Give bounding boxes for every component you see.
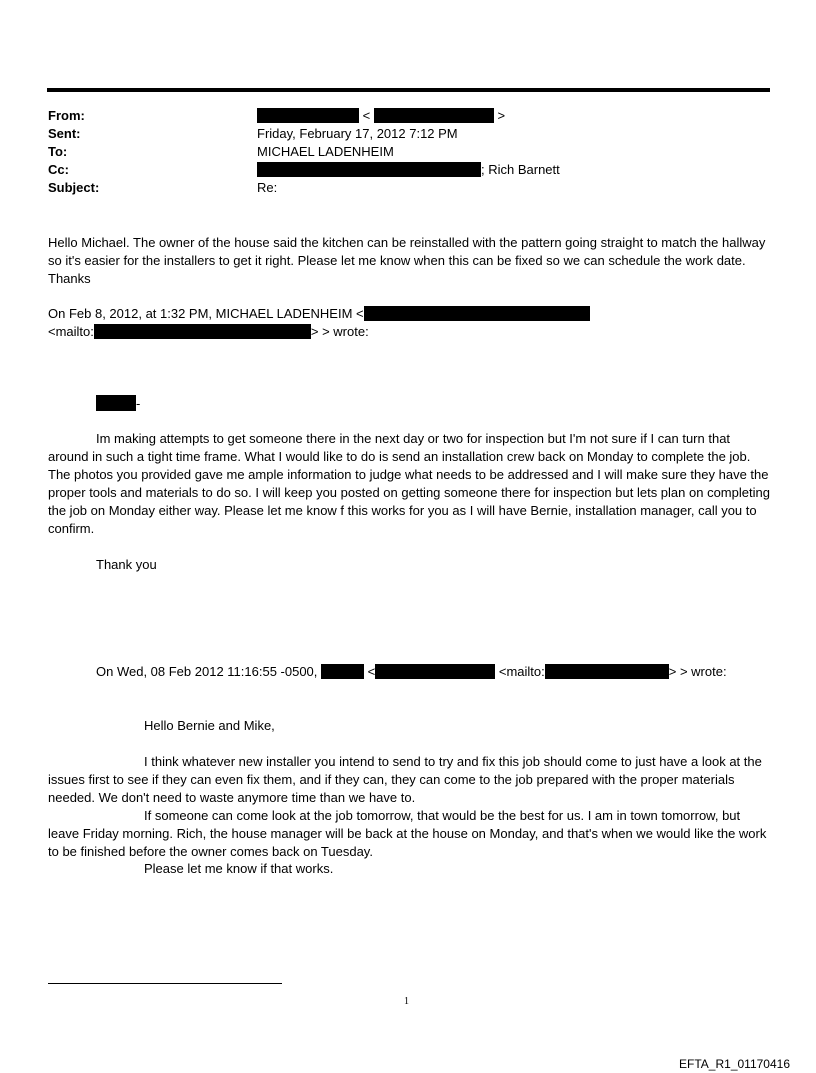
sent-value: Friday, February 17, 2012 7:12 PM <box>257 126 458 141</box>
from-gt: > <box>497 108 506 123</box>
sent-label: Sent: <box>48 126 81 141</box>
redaction-box <box>257 108 359 123</box>
quote1-line1 <box>48 306 590 321</box>
to-label: To: <box>48 144 68 159</box>
from-label: From: <box>48 108 85 123</box>
quote1-mailto: <mailto: <box>48 324 94 339</box>
redaction-box <box>321 664 364 679</box>
quote1-wrote: > > wrote: <box>310 324 369 339</box>
hello-bernie: Hello Bernie and Mike, <box>144 718 275 733</box>
footnote-rule <box>48 983 282 984</box>
from-value <box>257 108 505 123</box>
header-rule <box>47 88 770 92</box>
redaction-box <box>374 108 494 123</box>
cc-label: Cc: <box>48 162 69 177</box>
letmeknow-line: Please let me know if that works. <box>144 861 334 876</box>
subject-label: Subject: <box>48 180 100 195</box>
redaction-box <box>545 664 669 679</box>
greeting-dash: - <box>136 396 141 411</box>
quote1-text: On Feb 8, 2012, at 1:32 PM, MICHAEL LADENHEIM < <box>48 306 364 321</box>
quote2-lt: < <box>367 664 376 679</box>
reply-paragraph: Hello Michael. The owner of the house said the kitchen can be reinstalled with the pattern going straight to match the hallway so it's easier for the installers to get it right. Please let me know when this can be fixed so we can schedule the work date. Thanks <box>48 235 766 286</box>
from-lt: < <box>362 108 371 123</box>
redaction-box <box>257 162 481 177</box>
redaction-box <box>375 664 495 679</box>
subject-value: Re: <box>257 180 278 195</box>
bates-number: EFTA_R1_01170416 <box>679 1057 790 1071</box>
thank-you: Thank you <box>96 557 157 572</box>
to-value: MICHAEL LADENHEIM <box>257 144 394 159</box>
tomorrow-paragraph: If someone can come look at the job tomorrow, that would be the best for us. I am in town tomorrow, but leave Friday morning. Rich, the house manager will be back at the house on Monday, and that's when we would like the work to be finished before the owner comes back on Tuesday. <box>48 808 767 859</box>
quote2-wrote: > > wrote: <box>668 664 727 679</box>
redaction-box <box>96 395 136 411</box>
redaction-box <box>94 324 311 339</box>
michael-paragraph: Im making attempts to get someone there in the next day or two for inspection but I'm not sure if I can turn that around in such a tight time frame. What I would like to do is send an installation crew back on Monday to complete the job. The photos you provided gave me ample information to judge what needs to be addressed and I will make sure they have the proper tools and materials to do so. I will keep you posted on getting someone there for inspection but lets plan on completing the job on Monday either way. Please let me know f this works for you as I will have Bernie, installation manager, call you to confirm. <box>48 431 770 536</box>
cc-suffix: ; Rich Barnett <box>481 162 560 177</box>
page-number: 1 <box>404 996 409 1007</box>
cc-value <box>257 162 560 177</box>
quote1-line2 <box>48 324 369 339</box>
redaction-box <box>364 306 590 321</box>
quote2-prefix: On Wed, 08 Feb 2012 11:16:55 -0500, <box>96 664 318 679</box>
quote2-header <box>96 664 727 679</box>
greeting-line <box>96 395 140 411</box>
installer-paragraph: I think whatever new installer you intend to send to try and fix this job should come to just have a look at the issues first to see if they can even fix them, and if they can, they can come to the job prepared with the proper materials needed. We don't need to waste anymore time than we have to. <box>48 754 762 805</box>
quote2-mailto: <mailto: <box>498 664 545 679</box>
